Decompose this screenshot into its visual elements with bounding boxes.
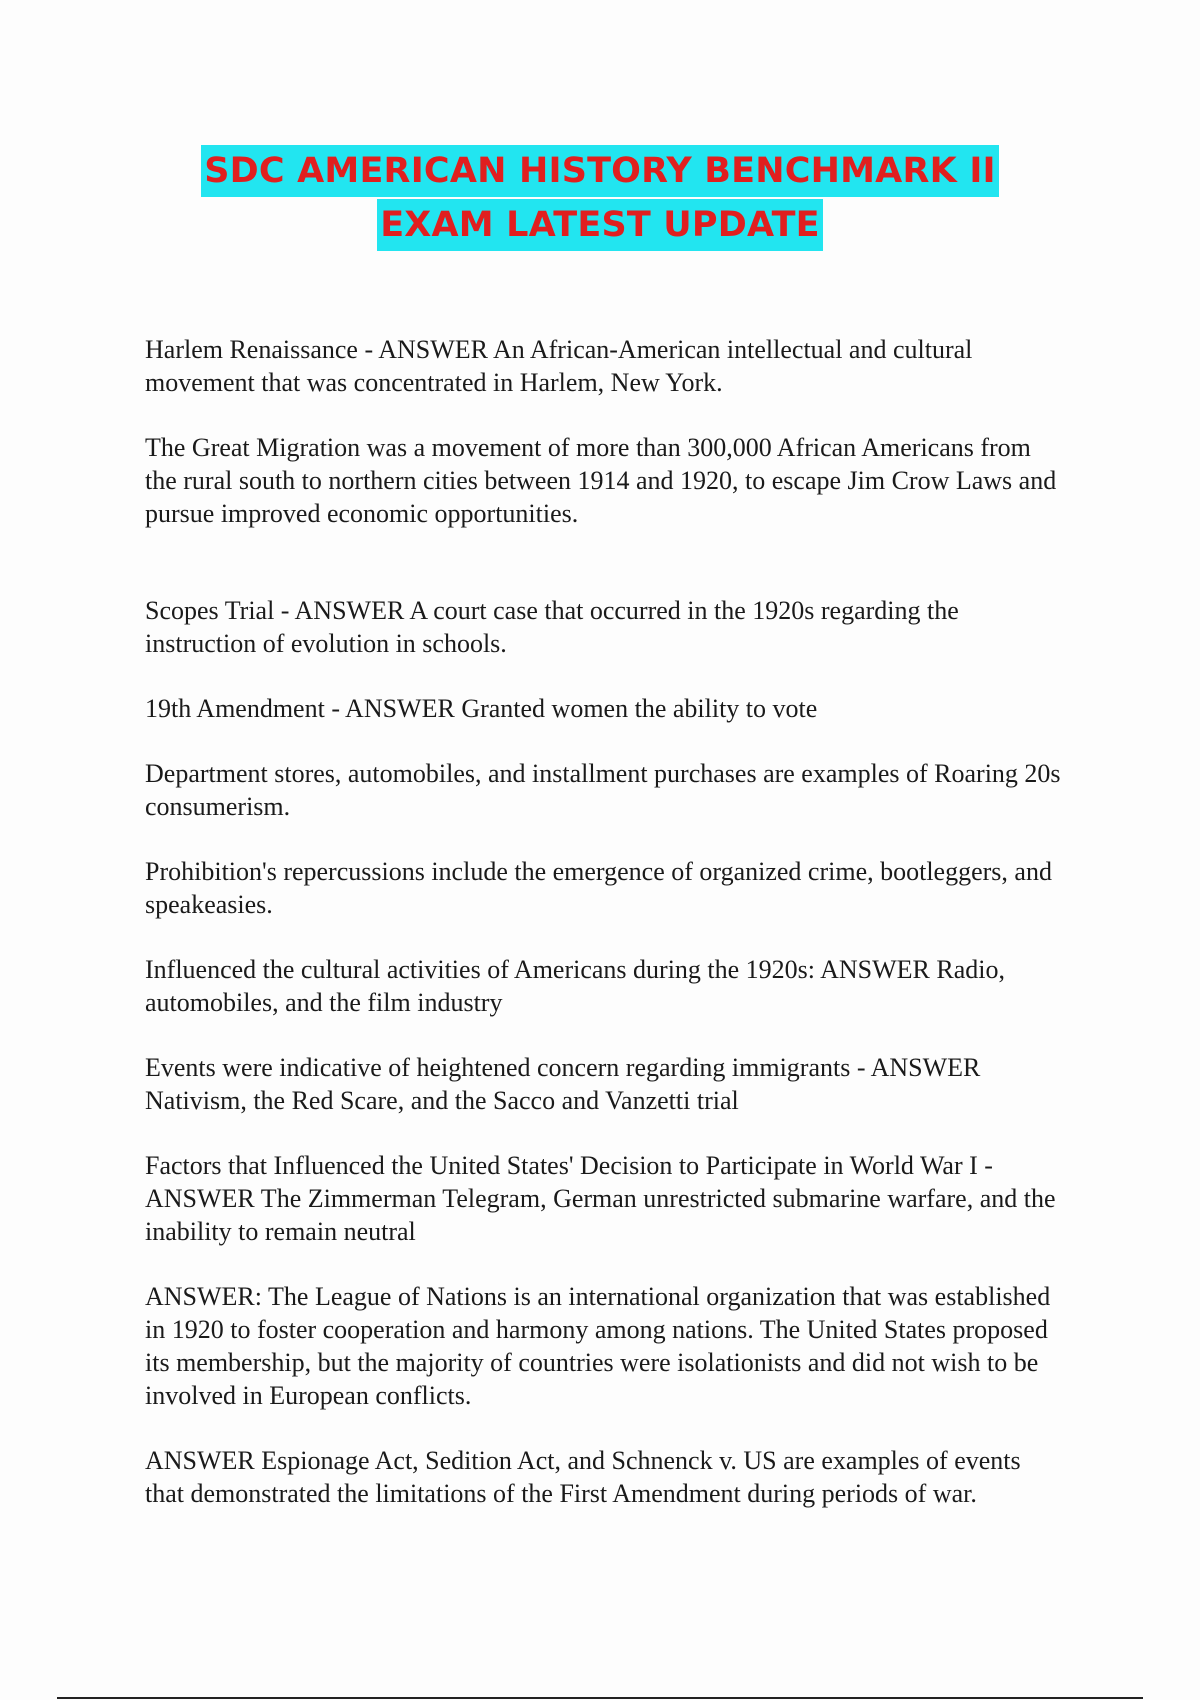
paragraph-league-of-nations: ANSWER: The League of Nations is an international organization that was established in 1920 to foster cooperation and harmony among nations. The United States proposed its membership, but the majority of countries were isolationists and did not wish to be involved in European conflicts. <box>145 1282 1051 1410</box>
paragraph-cultural-activities: Influenced the cultural activities of Americans during the 1920s: ANSWER Radio, automobiles, and the film industry <box>145 955 1005 1017</box>
footer-divider <box>57 1697 1143 1699</box>
document-title <box>0 145 1200 253</box>
paragraph-consumerism: Department stores, automobiles, and installment purchases are examples of Roaring 20s consumerism. <box>145 759 1061 821</box>
paragraph-harlem-renaissance: Harlem Renaissance - ANSWER An African-American intellectual and cultural movement that was concentrated in Harlem, New York. <box>145 335 973 397</box>
title-line-2: EXAM LATEST UPDATE <box>377 199 823 251</box>
paragraph-world-war-i: Factors that Influenced the United States' Decision to Participate in World War I - ANSWER The Zimmerman Telegram, German unrestricted submarine warfare, and the inability to remain neutral <box>145 1151 1056 1246</box>
document-body <box>145 333 1065 1542</box>
paragraph-19th-amendment: 19th Amendment - ANSWER Granted women the ability to vote <box>145 694 818 723</box>
title-line-1: SDC AMERICAN HISTORY BENCHMARK II <box>201 145 999 197</box>
paragraph-prohibition: Prohibition's repercussions include the emergence of organized crime, bootleggers, and speakeasies. <box>145 857 1052 919</box>
paragraph-scopes-trial: Scopes Trial - ANSWER A court case that occurred in the 1920s regarding the instruction of evolution in schools. <box>145 596 959 658</box>
paragraph-great-migration: The Great Migration was a movement of more than 300,000 African Americans from the rural south to northern cities between 1914 and 1920, to escape Jim Crow Laws and pursue improved economic opportunities. <box>145 433 1057 528</box>
paragraph-first-amendment: ANSWER Espionage Act, Sedition Act, and Schnenck v. US are examples of events that demonstrated the limitations of the First Amendment during periods of war. <box>145 1446 1021 1508</box>
paragraph-immigrant-concern: Events were indicative of heightened concern regarding immigrants - ANSWER Nativism, the Red Scare, and the Sacco and Vanzetti trial <box>145 1053 981 1115</box>
